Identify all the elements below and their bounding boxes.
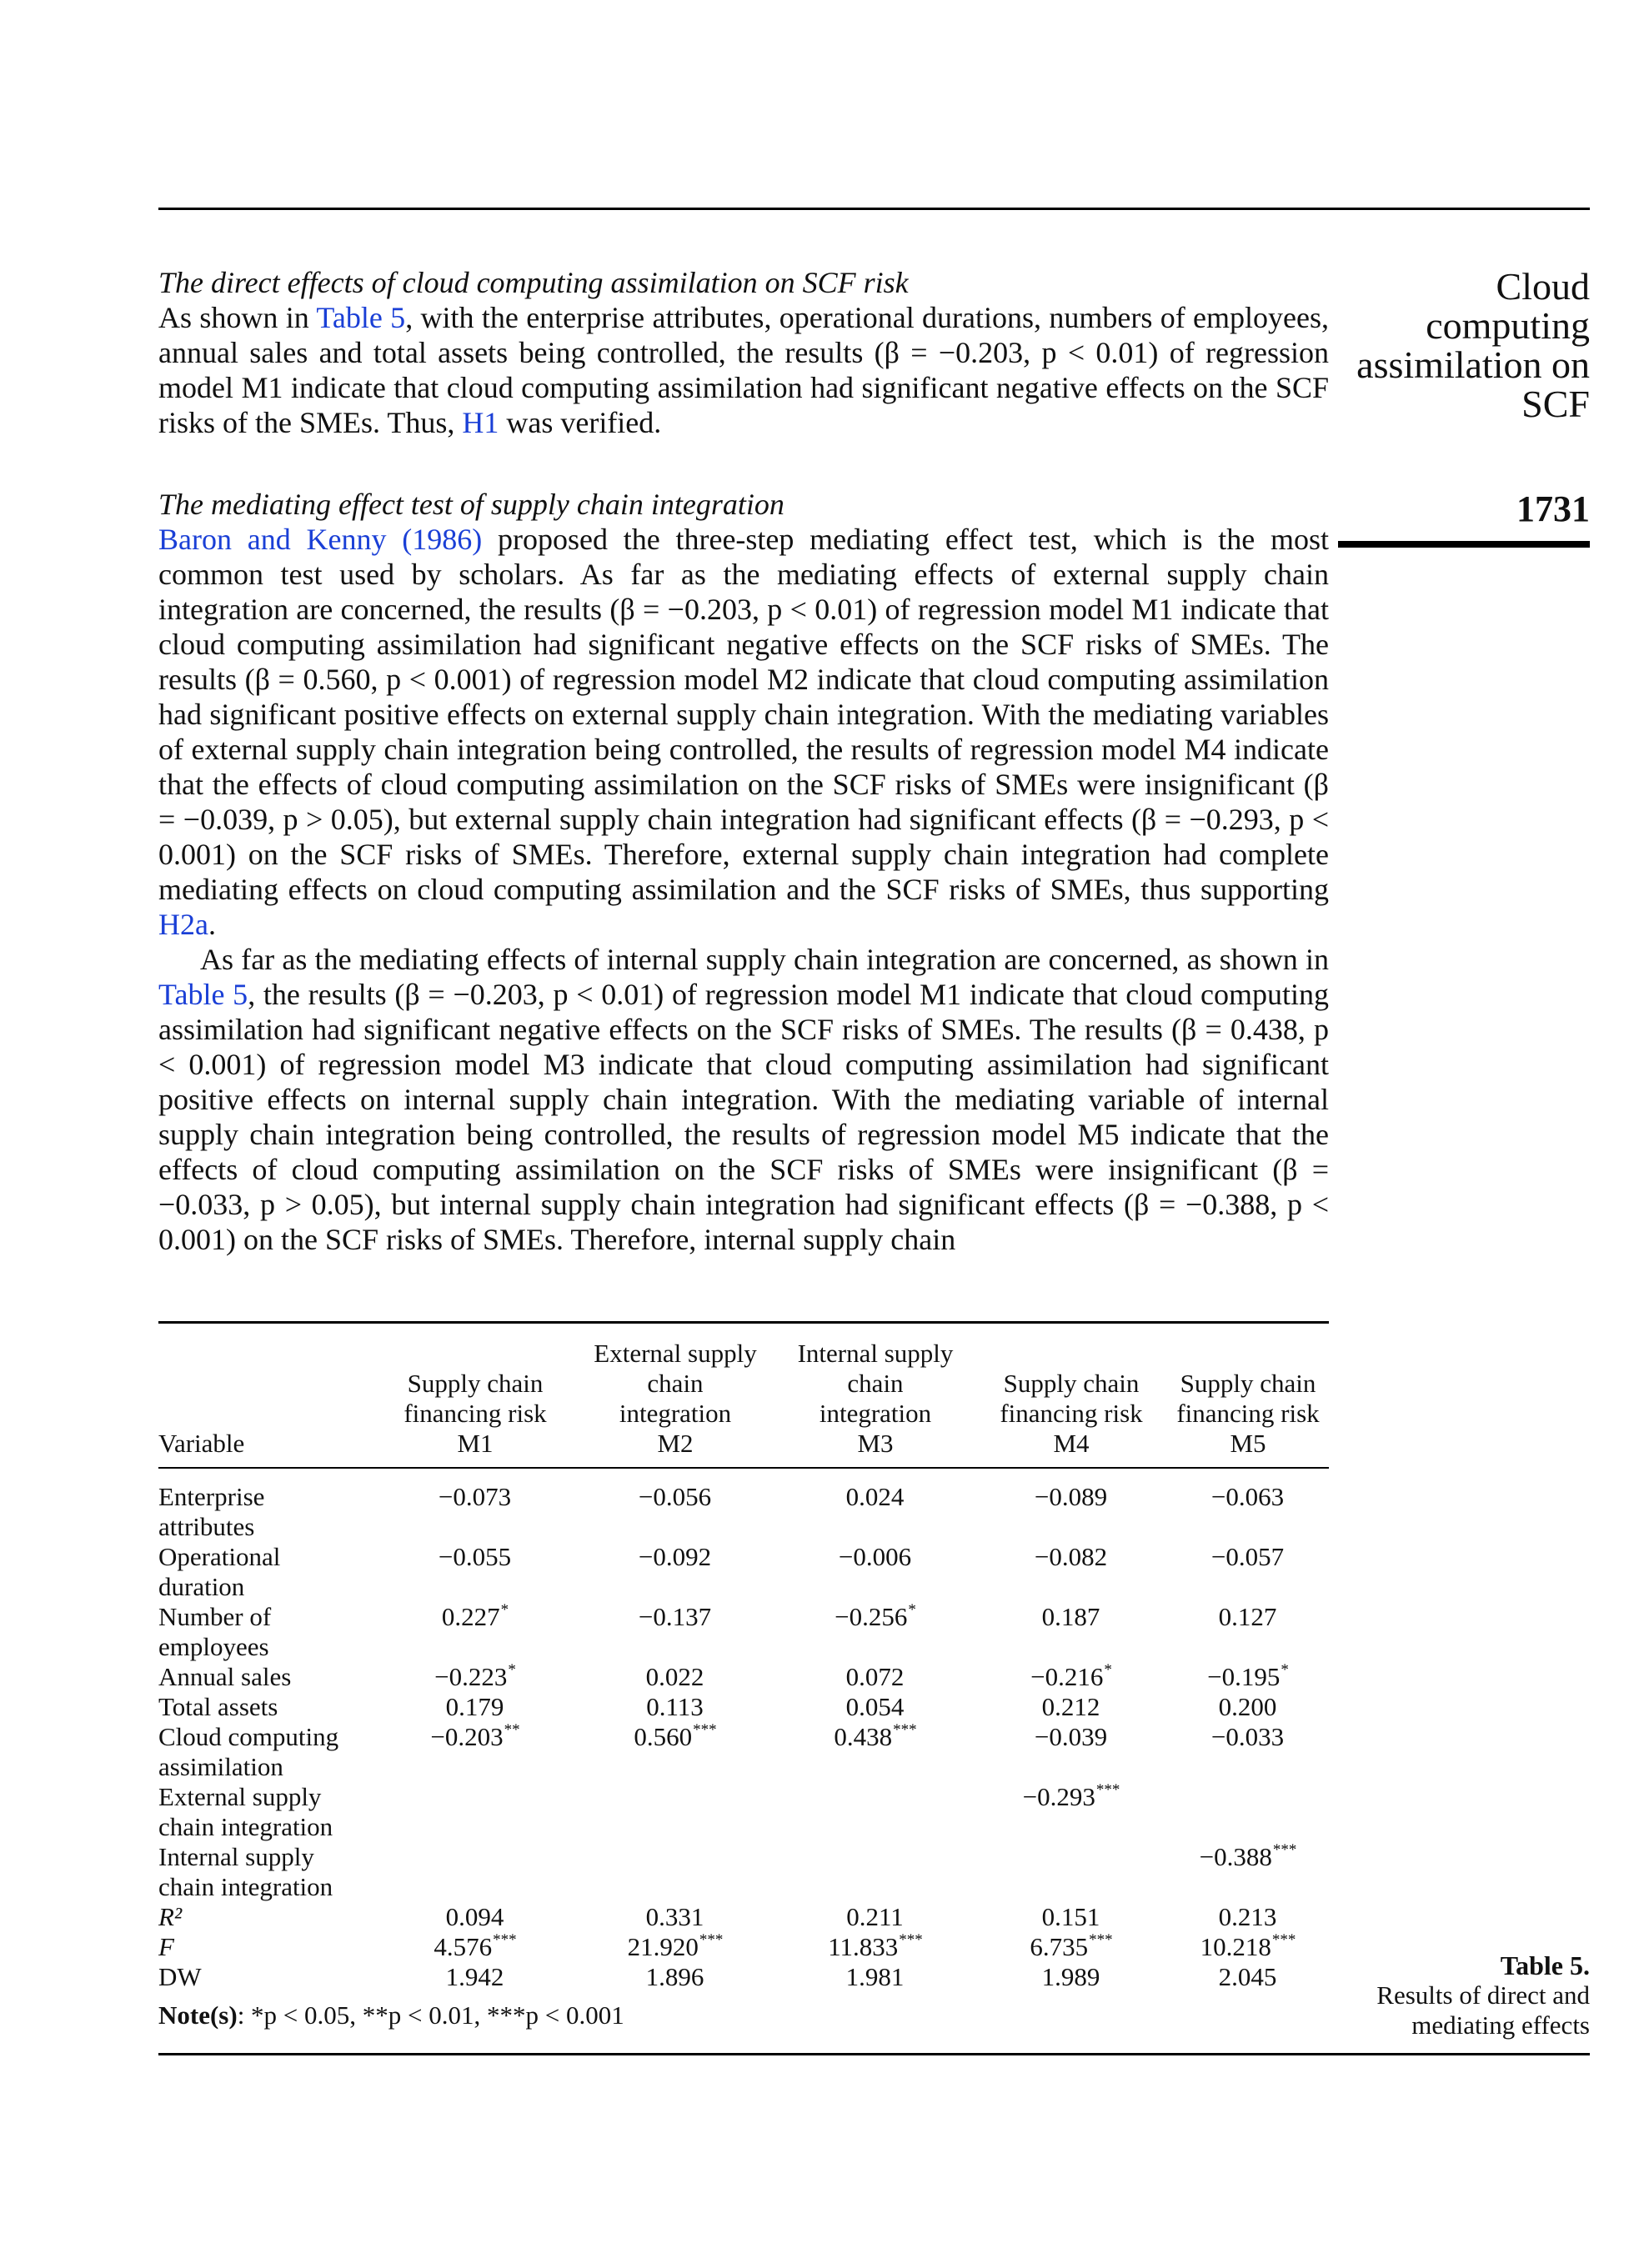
running-head	[1326, 265, 1590, 529]
cell-value	[1167, 1902, 1329, 1932]
coefficient: −0.056	[638, 1482, 712, 1511]
cell-value	[975, 1662, 1167, 1692]
table-row	[158, 1662, 1329, 1692]
coefficient: 1.989	[1041, 1962, 1100, 1991]
coefficient: −0.092	[638, 1542, 712, 1571]
cell-value	[575, 1722, 775, 1782]
coefficient: 0.151	[1041, 1902, 1100, 1931]
running-title-line: SCF	[1521, 383, 1590, 425]
coefficient: 0.438	[834, 1722, 893, 1751]
cell-value	[375, 1932, 575, 1962]
header-line: M3	[857, 1429, 894, 1458]
header-variable	[158, 1324, 375, 1462]
variable-line: chain integration	[158, 1812, 333, 1841]
coefficient: 21.920	[627, 1932, 699, 1961]
cell-value	[575, 1962, 775, 1992]
coefficient: 0.213	[1218, 1902, 1277, 1931]
header-line: integration	[819, 1399, 932, 1428]
cell-value	[975, 1542, 1167, 1602]
section-heading-direct-effects: The direct effects of cloud computing assimilation on SCF risk	[158, 266, 909, 299]
variable-line: duration	[158, 1572, 245, 1601]
significance-marker: *	[1281, 1661, 1289, 1679]
row-variable	[158, 1932, 375, 1962]
cell-value	[575, 1662, 775, 1692]
text-run: was verified.	[499, 406, 662, 439]
cell-value	[1167, 1782, 1329, 1842]
significance-marker: *	[508, 1661, 516, 1679]
cell-value	[1167, 1842, 1329, 1902]
coefficient: 0.072	[845, 1662, 905, 1691]
cell-value	[975, 1722, 1167, 1782]
cell-value	[375, 1692, 575, 1722]
significance-marker: ***	[1271, 1931, 1296, 1949]
table-row	[158, 1932, 1329, 1962]
section-gap	[158, 440, 1329, 487]
table-row	[158, 1722, 1329, 1782]
coefficient: −0.137	[638, 1602, 712, 1631]
cell-value	[575, 1692, 775, 1722]
coefficient: −0.033	[1210, 1722, 1285, 1751]
significance-marker: ***	[1089, 1931, 1113, 1949]
significance-marker: *	[500, 1601, 509, 1619]
text-run: proposed the three-step mediating effect test, which is the most common test used by scholars. As far as the mediating effects of external supply chain integration are concerned, the results (β = −0.203, p < 0.01) of regression model M1 indicate that cloud computing assimilation had significant negative effects on the SCF risks of SMEs. The results (β = 0.560, p < 0.001) of regression model M2 indicate that cloud computing assimilation had significant positive effects on external supply chain integration. With the mediating variables of external supply chain integration being controlled, the results of regression model M4 indicate that the effects of cloud computing assimilation on the SCF risks of SMEs were insignificant (β = −0.039, p > 0.05), but external supply chain integration had significant effects (β = −0.293, p < 0.001) on the SCF risks of SMEs. Therefore, external supply chain integration had complete mediating effects on cloud computing assimilation and the SCF risks of SMEs, thus supporting	[158, 523, 1329, 906]
cell-value	[775, 1602, 975, 1662]
cell-value	[975, 1842, 1167, 1902]
coefficient: 2.045	[1218, 1962, 1277, 1991]
coefficient: 0.127	[1218, 1602, 1277, 1631]
header-line: M1	[457, 1429, 494, 1458]
running-title-line: computing	[1426, 304, 1590, 347]
paragraph-direct-effects	[158, 300, 1329, 440]
cell-value	[375, 1782, 575, 1842]
coefficient: −0.256	[835, 1602, 908, 1631]
coefficient: 10.218	[1200, 1932, 1271, 1961]
coefficient: −0.195	[1207, 1662, 1281, 1691]
variable-line: F	[158, 1932, 174, 1961]
cell-value	[975, 1962, 1167, 1992]
coefficient: 1.981	[845, 1962, 905, 1991]
header-m1	[375, 1324, 575, 1462]
top-rule	[158, 208, 1590, 210]
coefficient: 1.942	[445, 1962, 504, 1991]
cell-value	[1167, 1932, 1329, 1962]
cell-value	[775, 1842, 975, 1902]
coefficient: 0.054	[845, 1692, 905, 1721]
coefficient: 0.211	[846, 1902, 904, 1931]
row-variable	[158, 1902, 375, 1932]
cell-value	[575, 1902, 775, 1932]
cell-value	[375, 1962, 575, 1992]
coefficient: 6.735	[1030, 1932, 1089, 1961]
table-5-link[interactable]: Table 5	[316, 301, 406, 334]
significance-marker: ***	[1095, 1781, 1120, 1799]
cell-value	[775, 1932, 975, 1962]
header-line: financing risk	[403, 1399, 547, 1428]
header-line: integration	[619, 1399, 732, 1428]
table-row	[158, 1962, 1329, 1992]
cell-value	[375, 1542, 575, 1602]
cell-value	[375, 1602, 575, 1662]
significance-marker: ***	[893, 1721, 917, 1739]
baron-kenny-citation-link[interactable]: Baron and Kenny (1986)	[158, 523, 483, 556]
cell-value	[575, 1602, 775, 1662]
header-line: Variable	[158, 1429, 245, 1458]
cell-value	[775, 1962, 975, 1992]
variable-line: attributes	[158, 1512, 255, 1541]
running-title-line: Cloud	[1496, 265, 1590, 308]
cell-value	[575, 1932, 775, 1962]
row-variable	[158, 1542, 375, 1602]
coefficient: −0.082	[1034, 1542, 1108, 1571]
cell-value	[775, 1692, 975, 1722]
header-line: Internal supply	[797, 1339, 954, 1368]
header-m2	[575, 1324, 775, 1462]
cell-value	[1167, 1469, 1329, 1542]
significance-marker: *	[1104, 1661, 1112, 1679]
header-line: M5	[1230, 1429, 1266, 1458]
variable-line: R²	[158, 1902, 183, 1931]
cell-value	[375, 1722, 575, 1782]
coefficient: 11.833	[828, 1932, 899, 1961]
variable-line: Internal supply	[158, 1842, 314, 1871]
coefficient: −0.089	[1034, 1482, 1108, 1511]
row-variable	[158, 1692, 375, 1722]
cell-value	[975, 1932, 1167, 1962]
header-m3	[775, 1324, 975, 1462]
running-title	[1326, 267, 1590, 423]
cell-value	[775, 1902, 975, 1932]
header-line: Supply chain	[1003, 1369, 1140, 1398]
coefficient: 0.094	[445, 1902, 504, 1931]
cell-value	[1167, 1692, 1329, 1722]
significance-marker: ***	[1272, 1841, 1297, 1859]
variable-line: Enterprise	[158, 1482, 265, 1511]
row-variable	[158, 1782, 375, 1842]
significance-marker: ***	[899, 1931, 923, 1949]
variable-line: Annual sales	[158, 1662, 292, 1691]
coefficient: 0.331	[645, 1902, 704, 1931]
coefficient: −0.055	[438, 1542, 512, 1571]
row-variable	[158, 1469, 375, 1542]
cell-value	[575, 1842, 775, 1902]
table-row	[158, 1542, 1329, 1602]
cell-value	[1167, 1962, 1329, 1992]
text-run: As far as the mediating effects of internal supply chain integration are concerned, as shown in	[200, 943, 1329, 976]
header-line: financing risk	[1176, 1399, 1320, 1428]
header-line: Supply chain	[407, 1369, 544, 1398]
header-line: Supply chain	[1180, 1369, 1316, 1398]
note-label: Note(s)	[158, 2000, 238, 2030]
coefficient: −0.203	[430, 1722, 504, 1751]
coefficient: 4.576	[434, 1932, 493, 1961]
table-caption-line: mediating effects	[1411, 2010, 1590, 2040]
h1-link[interactable]: H1	[462, 406, 499, 439]
cell-value	[975, 1602, 1167, 1662]
variable-line: External supply	[158, 1782, 322, 1811]
header-m4	[975, 1324, 1167, 1462]
cell-value	[1167, 1602, 1329, 1662]
row-variable	[158, 1962, 375, 1992]
cell-value	[375, 1469, 575, 1542]
coefficient: −0.006	[838, 1542, 912, 1571]
cell-value	[975, 1902, 1167, 1932]
section-heading-mediating-effect: The mediating effect test of supply chain integration	[158, 488, 784, 521]
row-variable	[158, 1842, 375, 1902]
h2a-link[interactable]: H2a	[158, 908, 208, 941]
table-caption-line: Results of direct and	[1376, 1980, 1590, 2010]
coefficient: 0.227	[441, 1602, 500, 1631]
table-5	[158, 1321, 1329, 2040]
variable-line: assimilation	[158, 1752, 283, 1781]
cell-value	[1167, 1542, 1329, 1602]
text-run: .	[208, 908, 216, 941]
row-variable	[158, 1722, 375, 1782]
cell-value	[1167, 1662, 1329, 1692]
coefficient: −0.073	[438, 1482, 512, 1511]
variable-line: Number of	[158, 1602, 272, 1631]
significance-marker: *	[908, 1601, 916, 1619]
table-row	[158, 1842, 1329, 1902]
cell-value	[375, 1902, 575, 1932]
coefficient: 0.113	[646, 1692, 704, 1721]
significance-marker: **	[504, 1721, 520, 1739]
table-note	[158, 1992, 1329, 2040]
text-run: , with the enterprise attributes, operational durations, numbers of employees, annual sales and total assets being controlled, the results (β = −0.203, p < 0.01) of regression model M1 indicate that cloud computing assimilation had significant negative effects on the SCF risks of the SMEs. Thus,	[158, 301, 1329, 439]
page-number-rule	[1338, 541, 1590, 548]
cell-value	[975, 1469, 1167, 1542]
table-row	[158, 1782, 1329, 1842]
cell-value	[975, 1692, 1167, 1722]
coefficient: −0.223	[434, 1662, 508, 1691]
variable-line: Operational	[158, 1542, 281, 1571]
cell-value	[575, 1469, 775, 1542]
coefficient: 0.179	[445, 1692, 504, 1721]
page-number: 1731	[1516, 488, 1590, 529]
row-variable	[158, 1602, 375, 1662]
header-m5	[1167, 1324, 1329, 1462]
variable-line: Total assets	[158, 1692, 278, 1721]
table-row	[158, 1602, 1329, 1662]
header-line: chain	[847, 1369, 904, 1398]
cell-value	[575, 1542, 775, 1602]
cell-value	[975, 1782, 1167, 1842]
cell-value	[775, 1722, 975, 1782]
coefficient: 0.560	[634, 1722, 693, 1751]
table-body	[158, 1469, 1329, 1992]
paragraph-mediating-external	[158, 522, 1329, 942]
header-line: External supply	[594, 1339, 757, 1368]
cell-value	[375, 1842, 575, 1902]
coefficient: −0.293	[1022, 1782, 1095, 1811]
cell-value	[775, 1542, 975, 1602]
variable-line: Cloud computing	[158, 1722, 339, 1751]
table-row	[158, 1469, 1329, 1542]
table-caption-title: Table 5.	[1500, 1950, 1590, 1980]
table-bottom-rule	[158, 2053, 1590, 2055]
variable-line: employees	[158, 1632, 269, 1661]
coefficient: 0.212	[1041, 1692, 1100, 1721]
header-line: chain	[647, 1369, 704, 1398]
running-title-line: assimilation on	[1356, 343, 1590, 386]
text-run: As shown in	[158, 301, 317, 334]
coefficient: −0.388	[1199, 1842, 1272, 1871]
significance-marker: ***	[699, 1931, 724, 1949]
coefficient: −0.216	[1030, 1662, 1104, 1691]
significance-marker: ***	[493, 1931, 517, 1949]
table-header-row	[158, 1324, 1329, 1462]
note-text: : *p < 0.05, **p < 0.01, ***p < 0.001	[237, 2000, 624, 2030]
text-run: , the results (β = −0.203, p < 0.01) of regression model M1 indicate that cloud computing assimilation had significant negative effects on the SCF risks of SMEs. The results (β = 0.438, p < 0.001) of regression model M3 indicate that cloud computing assimilation had significant positive effects on internal supply chain integration. With the mediating variable of internal supply chain integration being controlled, the results of regression model M5 indicate that the effects of cloud computing assimilation on the SCF risks of SMEs were insignificant (β = −0.033, p > 0.05), but internal supply chain integration had significant effects (β = −0.388, p < 0.001) on the SCF risks of SMEs. Therefore, internal supply chain	[158, 978, 1330, 1256]
coefficient: 0.022	[645, 1662, 704, 1691]
variable-line: chain integration	[158, 1872, 333, 1901]
header-line: M2	[657, 1429, 694, 1458]
significance-marker: ***	[693, 1721, 717, 1739]
row-variable	[158, 1662, 375, 1692]
coefficient: 0.200	[1218, 1692, 1277, 1721]
header-line: M4	[1053, 1429, 1090, 1458]
cell-value	[375, 1662, 575, 1692]
coefficient: 1.896	[645, 1962, 704, 1991]
cell-value	[775, 1782, 975, 1842]
cell-value	[575, 1782, 775, 1842]
coefficient: −0.039	[1034, 1722, 1108, 1751]
body-text	[158, 265, 1329, 1257]
coefficient: 0.187	[1041, 1602, 1100, 1631]
table-caption	[1306, 1950, 1590, 2040]
variable-line: DW	[158, 1962, 202, 1991]
coefficient: −0.057	[1210, 1542, 1285, 1571]
coefficient: 0.024	[845, 1482, 905, 1511]
cell-value	[775, 1662, 975, 1692]
table-row	[158, 1902, 1329, 1932]
table-5-link[interactable]: Table 5	[158, 978, 248, 1011]
cell-value	[1167, 1722, 1329, 1782]
table-row	[158, 1692, 1329, 1722]
coefficient: −0.063	[1210, 1482, 1285, 1511]
header-line: financing risk	[1000, 1399, 1143, 1428]
paragraph-mediating-internal	[158, 942, 1329, 1257]
cell-value	[775, 1469, 975, 1542]
results-table	[158, 1324, 1329, 1992]
